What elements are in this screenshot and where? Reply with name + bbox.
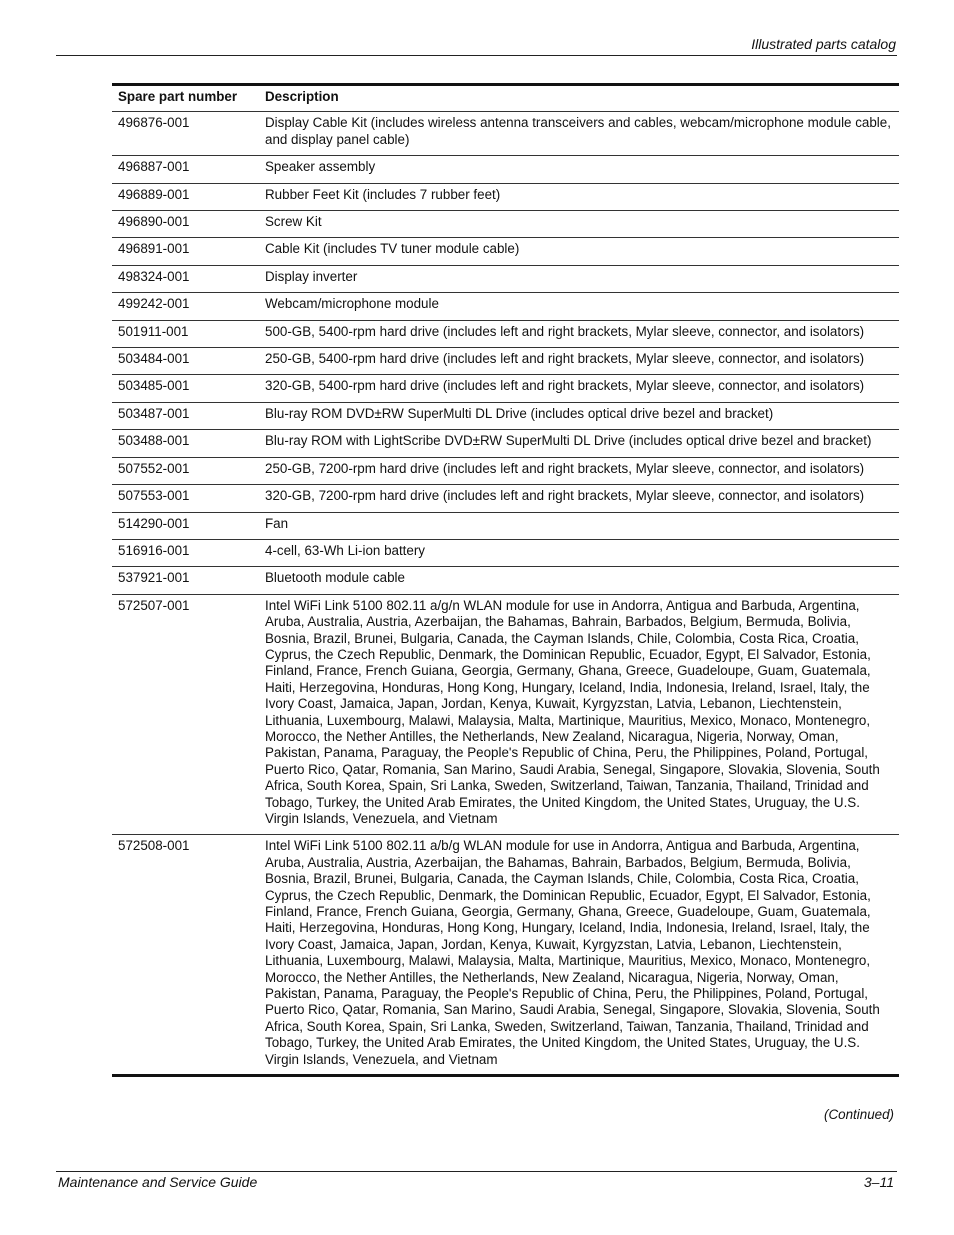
table-body xyxy=(112,112,899,1076)
table-row xyxy=(112,835,899,1076)
description-cell: Fan xyxy=(259,512,899,539)
table-row xyxy=(112,211,899,238)
part-number-cell: 507553-001 xyxy=(112,485,259,512)
description-cell: Blu-ray ROM DVD±RW SuperMulti DL Drive (includes optical drive bezel and bracket) xyxy=(259,402,899,429)
part-number-cell: 537921-001 xyxy=(112,567,259,594)
part-number-cell: 499242-001 xyxy=(112,293,259,320)
description-cell: Screw Kit xyxy=(259,211,899,238)
table-row xyxy=(112,112,899,156)
part-number-cell: 503484-001 xyxy=(112,348,259,375)
part-number-cell: 503487-001 xyxy=(112,402,259,429)
table-row xyxy=(112,402,899,429)
description-cell: Intel WiFi Link 5100 802.11 a/b/g WLAN module for use in Andorra, Antigua and Barbuda, Argentina, Aruba, Australia, Austria, Azerbaijan, the Bahamas, Bahrain, Barbados, Belgium, Bermuda, Bolivia, Bosnia, Brazil, Brunei, Bulgaria, Canada, the Cayman Islands, Chile, Colombia, Costa Rica, Croatia, Cyprus, the Czech Republic, Denmark, the Dominican Republic, Ecuador, Egypt, El Salvador, Estonia, Finland, France, French Guiana, Georgia, Germany, Ghana, Greece, Guadeloupe, Guam, Guatemala, Haiti, Herzegovina, Honduras, Hong Kong, Hungary, Iceland, India, Indonesia, Ireland, Israel, Italy, the Ivory Coast, Jamaica, Japan, Jordan, Kenya, Kuwait, Kyrgyzstan, Latvia, Lebanon, Liechtenstein, Lithuania, Luxembourg, Malawi, Malaysia, Malta, Martinique, Mauritius, Mexico, Monaco, Montenegro, Morocco, the Nether Antilles, the Netherlands, New Zealand, Nicaragua, Nigeria, Norway, Oman, Pakistan, Panama, Paraguay, the People's Republic of China, Peru, the Philippines, Poland, Portugal, Puerto Rico, Qatar, Romania, San Marino, Saudi Arabia, Senegal, Singapore, Slovakia, Slovenia, South Africa, South Korea, Spain, Sri Lanka, Sweden, Switzerland, Taiwan, Tanzania, Thailand, Trinidad and Tobago, Turkey, the United Arab Emirates, the United Kingdom, the United States, Uruguay, the U.S. Virgin Islands, Venezuela, and Vietnam xyxy=(265,838,880,1067)
table-row xyxy=(112,293,899,320)
description-cell: Rubber Feet Kit (includes 7 rubber feet) xyxy=(259,183,899,210)
part-number-cell: 572507-001 xyxy=(112,594,259,835)
description-cell: 320-GB, 7200-rpm hard drive (includes left and right brackets, Mylar sleeve, connector, and isolators) xyxy=(259,485,899,512)
table-row xyxy=(112,238,899,265)
page-number: 3–11 xyxy=(863,1174,894,1190)
description-cell: 4-cell, 63-Wh Li-ion battery xyxy=(259,539,899,566)
table-row xyxy=(112,320,899,347)
part-number-cell: 507552-001 xyxy=(112,457,259,484)
table-row xyxy=(112,156,899,183)
description-cell: Webcam/microphone module xyxy=(259,293,899,320)
part-number-cell: 498324-001 xyxy=(112,265,259,292)
description-cell: 500-GB, 5400-rpm hard drive (includes left and right brackets, Mylar sleeve, connector, and isolators) xyxy=(259,320,899,347)
header-rule xyxy=(56,55,897,56)
part-number-cell: 496876-001 xyxy=(112,112,259,156)
description-cell: Speaker assembly xyxy=(259,156,899,183)
continued-note: (Continued) xyxy=(824,1107,894,1122)
description-cell: 250-GB, 7200-rpm hard drive (includes left and right brackets, Mylar sleeve, connector, and isolators) xyxy=(259,457,899,484)
part-number-cell: 496887-001 xyxy=(112,156,259,183)
description-cell: Intel WiFi Link 5100 802.11 a/g/n WLAN module for use in Andorra, Antigua and Barbuda, Argentina, Aruba, Australia, Austria, Azerbaijan, the Bahamas, Bahrain, Barbados, Belgium, Bermuda, Bolivia, Bosnia, Brazil, Brunei, Bulgaria, Canada, the Cayman Islands, Chile, Colombia, Costa Rica, Croatia, Cyprus, the Czech Republic, Denmark, the Dominican Republic, Ecuador, Egypt, El Salvador, Estonia, Finland, France, French Guiana, Georgia, Germany, Ghana, Greece, Guadeloupe, Guam, Guatemala, Haiti, Herzegovina, Honduras, Hong Kong, Hungary, Iceland, India, Indonesia, Ireland, Israel, Italy, the Ivory Coast, Jamaica, Japan, Jordan, Kenya, Kuwait, Kyrgyzstan, Latvia, Lebanon, Liechtenstein, Lithuania, Luxembourg, Malawi, Malaysia, Malta, Martinique, Mauritius, Mexico, Monaco, Montenegro, Morocco, the Nether Antilles, the Netherlands, New Zealand, Nicaragua, Nigeria, Norway, Oman, Pakistan, Panama, Paraguay, the People's Republic of China, Peru, the Philippines, Poland, Portugal, Puerto Rico, Qatar, Romania, San Marino, Saudi Arabia, Senegal, Singapore, Slovakia, Slovenia, South Africa, South Korea, Spain, Sri Lanka, Sweden, Switzerland, Taiwan, Tanzania, Thailand, Trinidad and Tobago, Turkey, the United Arab Emirates, the United Kingdom, the United States, Uruguay, the U.S. Virgin Islands, Venezuela, and Vietnam xyxy=(259,594,899,835)
part-number-cell: 496889-001 xyxy=(112,183,259,210)
table-header-row xyxy=(112,85,899,112)
table-row xyxy=(112,594,899,835)
description-cell: Display inverter xyxy=(259,265,899,292)
column-header-part-number: Spare part number xyxy=(112,85,259,112)
part-number-cell: 496891-001 xyxy=(112,238,259,265)
table-row xyxy=(112,348,899,375)
table-row xyxy=(112,567,899,594)
table-row xyxy=(112,512,899,539)
part-number-cell: 501911-001 xyxy=(112,320,259,347)
column-header-description: Description xyxy=(259,85,899,112)
description-cell: Display Cable Kit (includes wireless antenna transceivers and cables, webcam/microphone module cable, and display panel cable) xyxy=(259,112,899,156)
description-cell: Blu-ray ROM with LightScribe DVD±RW SuperMulti DL Drive (includes optical drive bezel and bracket) xyxy=(259,430,899,457)
table-row xyxy=(112,485,899,512)
running-header: Illustrated parts catalog xyxy=(751,36,896,52)
table-row xyxy=(112,457,899,484)
description-cell: 250-GB, 5400-rpm hard drive (includes left and right brackets, Mylar sleeve, connector, and isolators) xyxy=(259,348,899,375)
table-row xyxy=(112,430,899,457)
description-cell: 320-GB, 5400-rpm hard drive (includes left and right brackets, Mylar sleeve, connector, and isolators) xyxy=(259,375,899,402)
footer-rule xyxy=(56,1171,897,1172)
table-row xyxy=(112,183,899,210)
part-number-cell: 496890-001 xyxy=(112,211,259,238)
description-cell: Cable Kit (includes TV tuner module cable) xyxy=(259,238,899,265)
part-number-cell: 514290-001 xyxy=(112,512,259,539)
part-number-cell: 572508-001 xyxy=(118,838,190,854)
part-number-cell: 516916-001 xyxy=(112,539,259,566)
table-row xyxy=(112,265,899,292)
footer-guide-title: Maintenance and Service Guide xyxy=(58,1174,258,1190)
part-number-cell: 503488-001 xyxy=(112,430,259,457)
part-number-cell: 503485-001 xyxy=(112,375,259,402)
table-row xyxy=(112,375,899,402)
table-row xyxy=(112,539,899,566)
description-cell: Bluetooth module cable xyxy=(259,567,899,594)
spare-parts-table xyxy=(112,83,899,1077)
